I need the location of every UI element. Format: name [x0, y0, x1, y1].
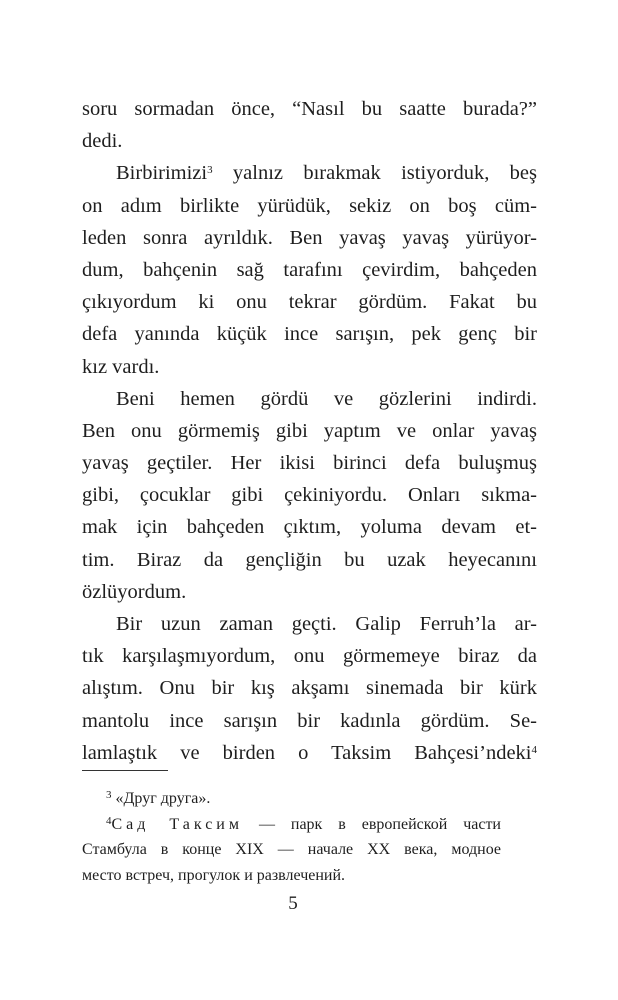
text-line [82, 544, 537, 576]
text-line [82, 93, 537, 125]
text-segment: leden sonra ayrıldık. Ben yavaş yavaş yürüyor- [82, 226, 537, 249]
text-segment: Birbirimizi [116, 162, 208, 185]
footnote-line [82, 786, 501, 812]
text-line [82, 190, 537, 222]
text-segment: «Друг друга». [111, 790, 211, 807]
text-line [82, 479, 537, 511]
text-line [82, 222, 537, 254]
text-line [82, 576, 537, 608]
text-segment: kız vardı. [82, 355, 160, 378]
text-segment: dum, bahçenin sağ tarafını çevirdim, bahçeden [82, 258, 537, 281]
text-segment: tim. Biraz da gençliğin bu uzak heyecanını [82, 548, 537, 571]
text-line [82, 447, 537, 479]
body-text [82, 93, 537, 769]
footnote-line [82, 863, 501, 889]
text-line [82, 511, 537, 543]
text-segment: — парк в европейской части [243, 815, 501, 833]
text-line [82, 705, 537, 737]
footnote-line [82, 812, 501, 838]
text-line [82, 318, 537, 350]
text-line [82, 383, 537, 415]
text-segment: defa yanında küçük ince sarışın, pek genç bir [82, 323, 537, 346]
footnote-divider [82, 770, 168, 771]
footnote-marker: 3 [207, 164, 213, 177]
text-segment: Стамбула в конце XIX — начале XX века, модное [82, 841, 501, 858]
text-line [82, 254, 537, 286]
text-segment: on adım birlikte yürüdük, sekiz on boş cüm- [82, 194, 537, 217]
text-line [82, 351, 537, 383]
footnote-marker: 4 [106, 814, 112, 827]
text-segment: alıştım. Onu bir kış akşamı sinemada bir kürk [82, 677, 537, 700]
text-line [82, 737, 537, 769]
footnotes [82, 786, 501, 888]
text-line [82, 415, 537, 447]
text-line [82, 125, 537, 157]
text-segment: mantolu ince sarışın bir kadınla gördüm. Se- [82, 709, 537, 732]
text-segment: gibi, çocuklar gibi çekiniyordu. Onları sıkma- [82, 484, 537, 507]
text-segment: Ben onu görmemiş gibi yaptım ve onlar yavaş [82, 419, 537, 442]
page-number: 5 [288, 893, 298, 914]
text-segment: yalnız bırakmak istiyorduk, beş [212, 162, 537, 185]
text-line [82, 640, 537, 672]
text-segment: yavaş geçtiler. Her ikisi birinci defa buluşmuş [82, 452, 537, 475]
text-segment: место встреч, прогулок и развлечений. [82, 866, 346, 884]
text-line [82, 608, 537, 640]
text-segment: soru sormadan önce, “Nasıl bu saatte burada?” [82, 98, 537, 120]
text-line [82, 286, 537, 318]
text-line [82, 157, 537, 189]
text-segment: Сад Таксим [111, 815, 243, 833]
text-segment: dedi. [82, 130, 123, 153]
text-segment: lamlaştık ve birden o Taksim Bahçesi’ndeki [82, 741, 532, 764]
text-segment: çıkıyordum ki onu tekrar gördüm. Fakat bu [82, 291, 537, 314]
text-segment: mak için bahçeden çıktım, yoluma devam et- [82, 516, 537, 539]
text-segment: tık karşılaşmıyordum, onu görmemeye biraz da [82, 645, 537, 668]
text-segment: Beni hemen gördü ve gözlerini indirdi. [116, 387, 537, 410]
text-segment: özlüyordum. [82, 580, 187, 603]
text-segment: Bir uzun zaman geçti. Galip Ferruh’la ar- [116, 613, 537, 635]
footnote-line [82, 837, 501, 863]
footnote-marker: 3 [106, 789, 112, 801]
footnote-marker: 4 [531, 743, 537, 756]
text-line [82, 672, 537, 704]
